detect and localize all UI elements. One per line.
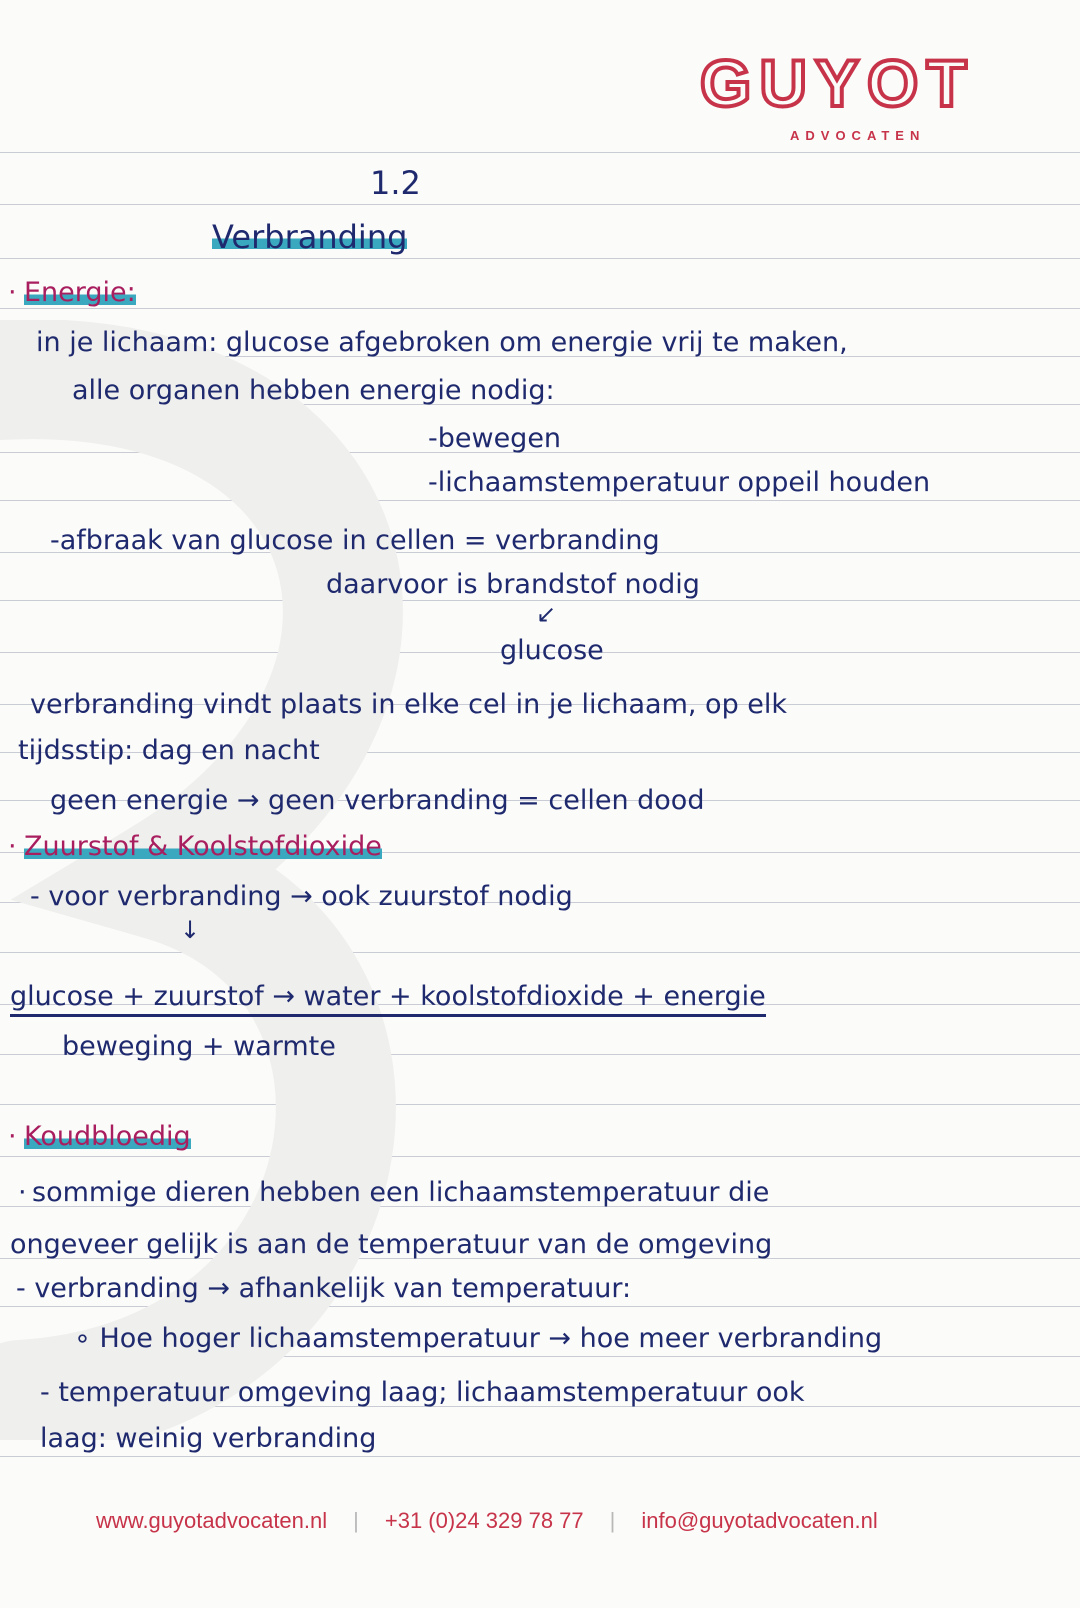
ruled-line bbox=[0, 1456, 1080, 1457]
note-line: beweging + warmte bbox=[62, 1031, 336, 1062]
note-line: verbranding vindt plaats in elke cel in je lichaam, op elk bbox=[30, 689, 788, 720]
footer-separator: | bbox=[353, 1508, 359, 1533]
note-line: sommige dieren hebben een lichaamstemperatuur die bbox=[32, 1177, 770, 1208]
note-line: daarvoor is brandstof nodig bbox=[326, 569, 700, 600]
letterhead-footer bbox=[96, 1508, 878, 1534]
footer-website: www.guyotadvocaten.nl bbox=[96, 1508, 328, 1533]
bullet-dot: · bbox=[8, 277, 17, 308]
note-line: in je lichaam: glucose afgebroken om energie vrij te maken, bbox=[36, 327, 848, 358]
ruled-line bbox=[0, 500, 1080, 501]
ruled-line bbox=[0, 204, 1080, 205]
ruled-line bbox=[0, 308, 1080, 309]
note-line: tijdsstip: dag en nacht bbox=[18, 735, 320, 766]
heading-zuurstof: Zuurstof & Koolstofdioxide bbox=[24, 831, 382, 862]
section-number: 1.2 bbox=[370, 164, 421, 202]
logo-subtitle: ADVOCATEN bbox=[790, 128, 926, 143]
bullet-dot: · bbox=[18, 1177, 27, 1208]
note-line: -afbraak van glucose in cellen = verbranding bbox=[50, 525, 660, 556]
note-line: alle organen hebben energie nodig: bbox=[72, 375, 555, 406]
guyot-logo bbox=[700, 48, 1040, 148]
heading-koudbloedig: Koudbloedig bbox=[24, 1121, 191, 1152]
heading-energie: Energie: bbox=[24, 277, 136, 308]
footer-phone: +31 (0)24 329 78 77 bbox=[384, 1508, 584, 1533]
note-line: laag: weinig verbranding bbox=[40, 1423, 377, 1454]
footer-email: info@guyotadvocaten.nl bbox=[641, 1508, 878, 1533]
note-line: ongeveer gelijk is aan de temperatuur van de omgeving bbox=[10, 1229, 773, 1260]
note-line: ∘ Hoe hoger lichaamstemperatuur → hoe meer verbranding bbox=[74, 1323, 883, 1354]
note-line: geen energie → geen verbranding = cellen dood bbox=[50, 785, 705, 816]
ruled-line bbox=[0, 258, 1080, 259]
bullet-dot: · bbox=[8, 831, 17, 862]
note-line: - verbranding → afhankelijk van temperatuur: bbox=[16, 1273, 632, 1304]
note-line: -lichaamstemperatuur oppeil houden bbox=[428, 467, 931, 498]
arrow-down-icon: ↓ bbox=[180, 916, 201, 944]
bullet-dot: · bbox=[8, 1121, 17, 1152]
logo-brand: GUYOT bbox=[700, 46, 975, 120]
ruled-line bbox=[0, 152, 1080, 153]
arrow-down-icon: ↙ bbox=[536, 600, 557, 628]
ruled-line bbox=[0, 1306, 1080, 1307]
ruled-line bbox=[0, 1156, 1080, 1157]
note-line: - voor verbranding → ook zuurstof nodig bbox=[30, 881, 573, 912]
ruled-line bbox=[0, 1356, 1080, 1357]
ruled-line bbox=[0, 1104, 1080, 1105]
note-line: glucose bbox=[500, 635, 604, 666]
note-line: - temperatuur omgeving laag; lichaamstemperatuur ook bbox=[40, 1377, 805, 1408]
formula-line: glucose + zuurstof → water + koolstofdioxide + energie bbox=[10, 980, 766, 1017]
note-line: -bewegen bbox=[428, 423, 562, 454]
footer-separator: | bbox=[609, 1508, 616, 1533]
ruled-line bbox=[0, 952, 1080, 953]
page-title: Verbranding bbox=[212, 218, 408, 256]
